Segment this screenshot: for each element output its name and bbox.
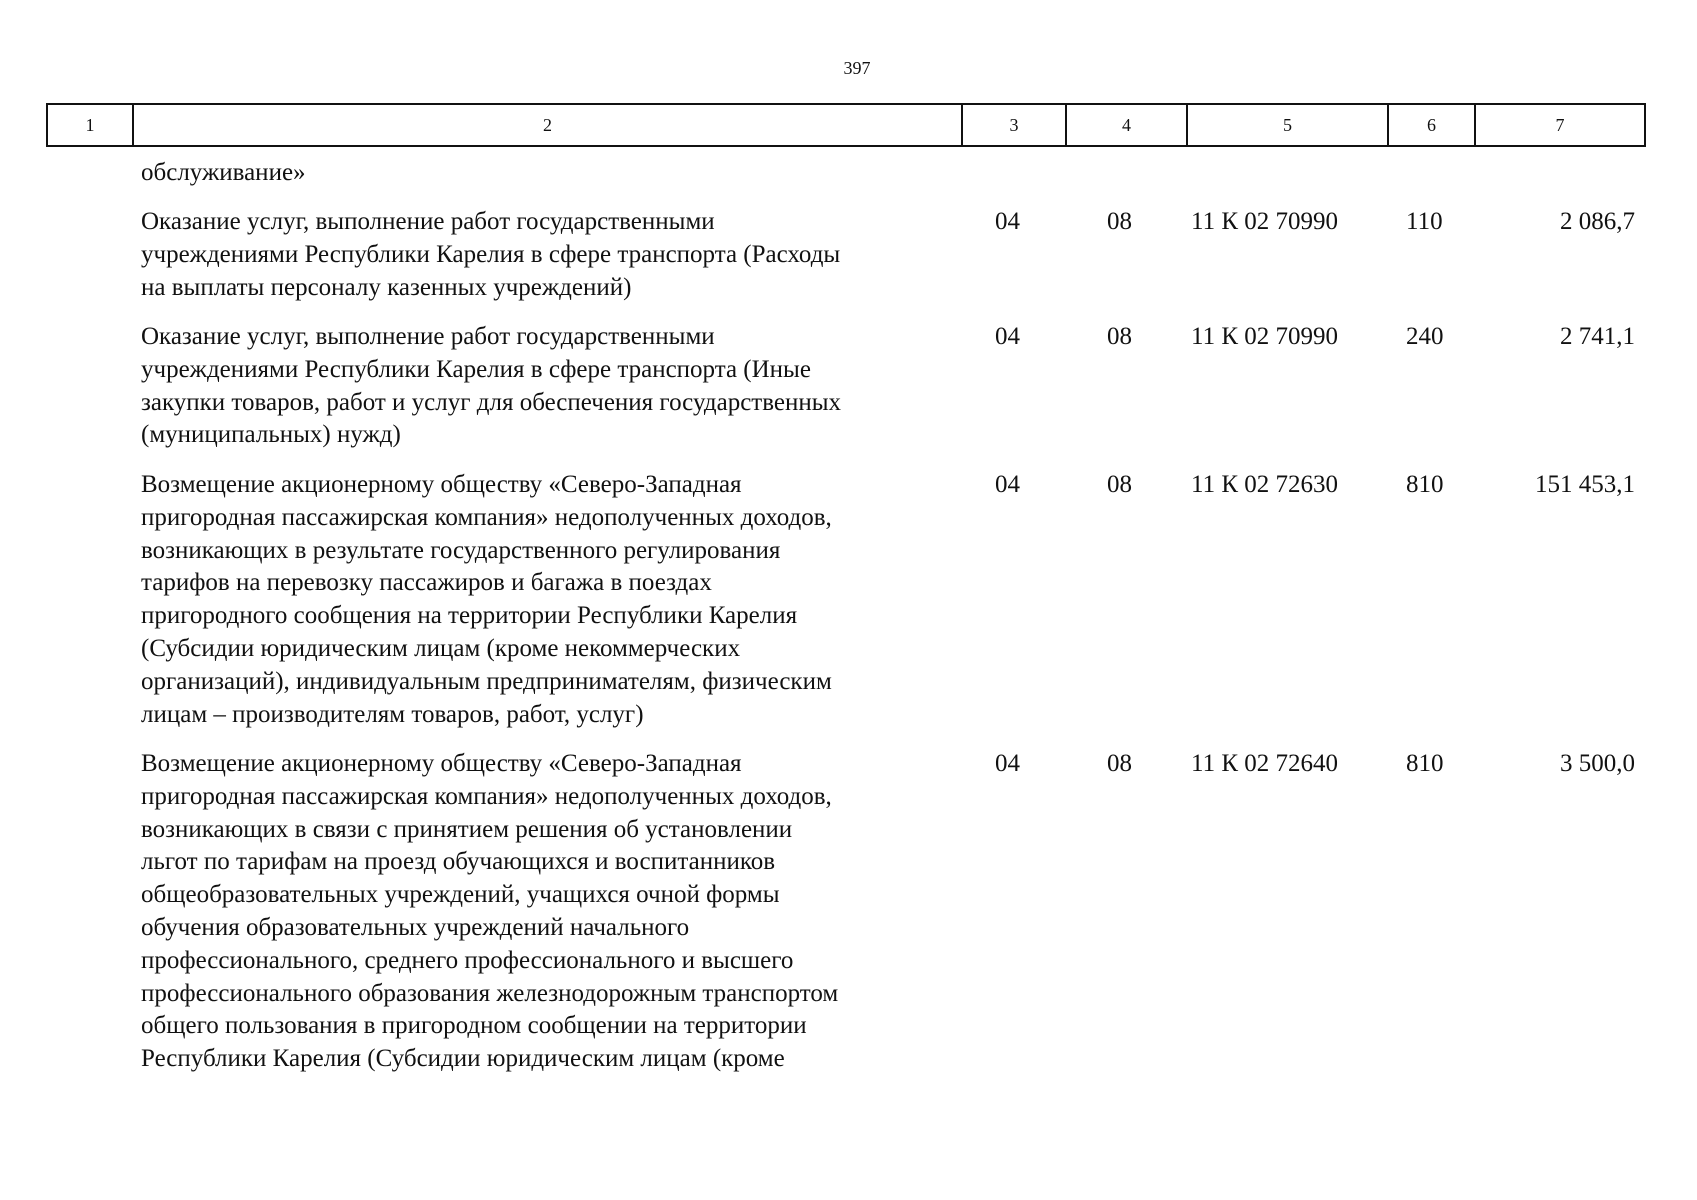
row-description: Оказание услуг, выполнение работ государственными учреждениями Республики Карелия в сфере транспорта (Расходы на выплаты персоналу казенных учреждений) [141,208,841,301]
row-target-article: 11 К 02 72630 [1191,471,1338,498]
column-header-5: 5 [1187,104,1388,146]
row-target-article: 11 К 02 70990 [1191,323,1338,350]
row-expense-type: 240 [1406,323,1444,350]
row-subsection-code: 08 [1107,750,1132,777]
row-subsection-code: 08 [1107,323,1132,350]
row-section-code: 04 [995,750,1020,777]
row-subsection-code: 08 [1107,208,1132,235]
continued-text: обслуживание» [141,159,306,186]
column-header-2: 2 [133,104,962,146]
row-section-code: 04 [995,323,1020,350]
row-subsection-code: 08 [1107,471,1132,498]
row-expense-type: 810 [1406,471,1444,498]
row-expense-type: 110 [1406,208,1443,235]
column-header-4: 4 [1066,104,1187,146]
row-amount: 151 453,1 [1535,471,1635,498]
row-target-article: 11 К 02 70990 [1191,208,1338,235]
row-section-code: 04 [995,471,1020,498]
column-header-7: 7 [1475,104,1645,146]
column-header-row [47,104,1645,146]
row-section-code: 04 [995,208,1020,235]
column-header-6: 6 [1388,104,1475,146]
column-header-1: 1 [47,104,133,146]
row-description: Возмещение акционерному обществу «Северо-Западная пригородная пассажирская компания» недополученных доходов, возникающих в связи с принятием решения об установлении льгот по тарифам на проезд обучающихся и воспитанников общеобразовательных учреждений, учащихся очной формы обучения образовательных учреждений начального профессионального, среднего профессионального и высшего профессионального образования железнодорожным транспортом общего пользования в пригородном сообщении на территории Республики Карелия (Субсидии юридическим лицам (кроме [141,750,839,1073]
row-amount: 3 500,0 [1560,750,1635,777]
page-number: 397 [843,58,871,78]
row-amount: 2 086,7 [1560,208,1635,235]
row-target-article: 11 К 02 72640 [1191,750,1338,777]
row-expense-type: 810 [1406,750,1444,777]
row-amount: 2 741,1 [1560,323,1635,350]
row-description: Оказание услуг, выполнение работ государственными учреждениями Республики Карелия в сфере транспорта (Иные закупки товаров, работ и услуг для обеспечения государственных (муниципальных) нужд) [141,323,842,449]
row-description: Возмещение акционерному обществу «Северо-Западная пригородная пассажирская компания» недополученных доходов, возникающих в результате государственного регулирования тарифов на перевозку пассажиров и багажа в поездах пригородного сообщения на территории Республики Карелия (Субсидии юридическим лицам (кроме некоммерческих организаций), индивидуальным предпринимателям, физическим лицам – производителям товаров, работ, услуг) [141,471,832,728]
column-header-3: 3 [962,104,1066,146]
column-header-table [46,103,1646,147]
